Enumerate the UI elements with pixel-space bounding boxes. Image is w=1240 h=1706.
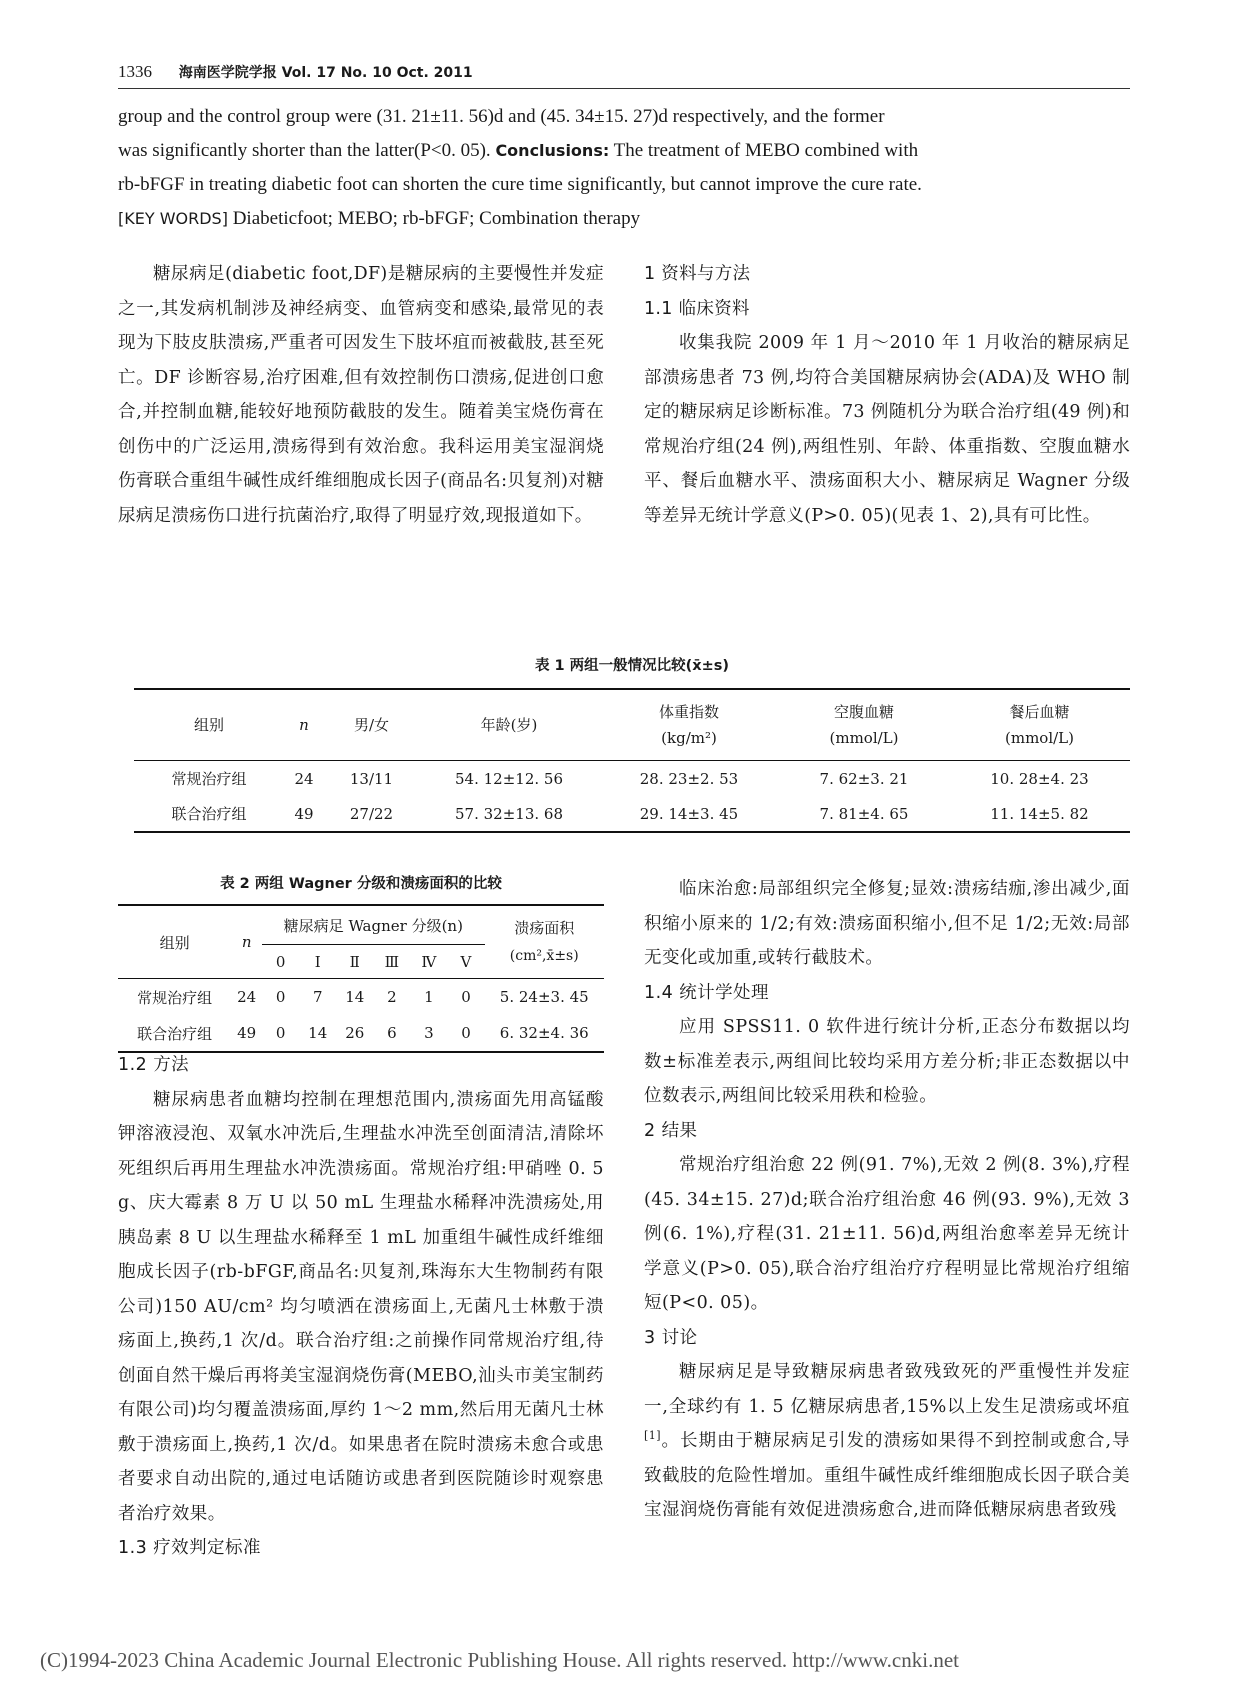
table1-cell: 常规治疗组: [171, 770, 247, 788]
table1-header-unit: (mmol/L): [1005, 729, 1074, 747]
table2-grade: 0: [275, 952, 286, 971]
table-row: [134, 796, 1130, 832]
table1: [134, 688, 1130, 833]
table1-header: [779, 689, 949, 761]
table1-header-text: 餐后血糖: [1009, 703, 1070, 721]
table1-cell: 24: [294, 769, 314, 788]
table1-header: n: [284, 689, 324, 761]
table1-cell: 7. 81±4. 65: [819, 804, 909, 823]
table1-header-row: [134, 689, 1130, 761]
table2-cell: 49: [231, 1015, 262, 1052]
section-heading-1: 1 资料与方法: [644, 264, 751, 284]
abstract-continuation: [118, 100, 1130, 236]
table2-cell: 0: [262, 1015, 299, 1052]
table1-header: [599, 689, 779, 761]
table2-header: 糖尿病足 Wagner 分级(n): [262, 905, 484, 945]
table2-cell: 0: [447, 979, 484, 1016]
table2-grade: Ⅰ: [314, 952, 321, 971]
table2-cell: 6. 32±4. 36: [485, 1015, 605, 1052]
section-heading-3: 3 讨论: [644, 1327, 698, 1348]
table1-cell: 28. 23±2. 53: [639, 769, 739, 788]
table2-header-row: [118, 905, 604, 945]
abstract-line: group and the control group were (31. 21±11. 56)d and (45. 34±15. 27)d respectively, and the former: [118, 106, 885, 127]
table1-header: 组别: [134, 689, 284, 761]
table2-cell: 14: [299, 1015, 336, 1052]
table2-cell: 0: [447, 1015, 484, 1052]
abstract-line: rb-bFGF in treating diabetic foot can shorten the cure time significantly, but cannot improve the cure rate.: [118, 174, 922, 195]
table2: [118, 904, 604, 1053]
table2-cell: 2: [373, 979, 410, 1016]
table1-cell: 11. 14±5. 82: [990, 804, 1089, 823]
results-paragraph: 常规治疗组治愈 22 例(91. 7%),无效 2 例(8. 3%),疗程(45. 34±15. 27)d;联合治疗组治愈 46 例(93. 9%),无效 3 例(6. 1%),疗程(31. 21±11. 56)d,两组治愈率差异无统计学意义(P>0. 05),联合治疗组治疗疗程明显比常规治疗组缩短(P<0. 05)。: [644, 1155, 1130, 1313]
right-column-bottom: [644, 872, 1130, 1528]
table-row: [134, 761, 1130, 797]
keywords-text: Diabeticfoot; MEBO; rb-bFGF; Combination therapy: [227, 208, 641, 229]
table1-cell: 29. 14±3. 45: [639, 804, 739, 823]
discussion-paragraph: [644, 1355, 1130, 1528]
table2-header: n: [231, 905, 262, 979]
table2-cell: 6: [373, 1015, 410, 1052]
section-heading-1-4: 1.4 统计学处理: [644, 982, 769, 1003]
table1-cell: 联合治疗组: [171, 805, 247, 823]
reference-marker: [1]: [644, 1429, 661, 1443]
table2-cell: 7: [299, 979, 336, 1016]
table2-cell: 26: [336, 1015, 373, 1052]
section-heading-2: 2 结果: [644, 1120, 698, 1141]
table2-cell: 常规治疗组: [118, 979, 231, 1016]
table1-caption: 表 1 两组一般情况比较(x̄±s): [534, 658, 730, 674]
table2-grade: Ⅲ: [384, 952, 400, 971]
running-header: [118, 62, 1130, 89]
table2-header: 组别: [118, 905, 231, 979]
discussion-text: 。长期由于糖尿病足引发的溃疡如果得不到控制或愈合,导致截肢的危险性增加。重组牛碱性成纤维细胞成长因子联合美宝湿润烧伤膏能有效促进溃疡愈合,进而降低糖尿病患者致残: [644, 1431, 1130, 1520]
table2-cell: 联合治疗组: [118, 1015, 231, 1052]
table2-header: [485, 905, 605, 979]
table1-cell: 49: [294, 804, 314, 823]
table1-header-text: 体重指数: [658, 703, 719, 721]
statistics-paragraph: 应用 SPSS11. 0 软件进行统计分析,正态分布数据以均数±标准差表示,两组间比较均采用方差分析;非正态数据以中位数表示,两组间比较采用秩和检验。: [644, 1017, 1130, 1106]
clinical-data-paragraph: 收集我院 2009 年 1 月～2010 年 1 月收治的糖尿病足部溃疡患者 73 例,均符合美国糖尿病协会(ADA)及 WHO 制定的糖尿病足诊断标准。73 例随机分为联合治疗组(49 例)和常规治疗组(24 例),两组性别、年龄、体重指数、空腹血糖水平、餐后血糖水平、溃疡面积大小、糖尿病足 Wagner 分级等差异无统计学意义(P>0. 05)(见表 1、2),具有可比性。: [644, 333, 1130, 526]
keywords: [118, 202, 1130, 236]
copyright-footer: (C)1994-2023 China Academic Journal Electronic Publishing House. All rights reserved. http://www.cnki.net: [40, 1648, 959, 1672]
left-column-intro: [118, 257, 604, 533]
table2-header-text: 溃疡面积: [514, 919, 575, 937]
table2-grade: Ⅳ: [421, 952, 437, 971]
table2-grade: Ⅱ: [349, 952, 360, 971]
left-column-methods: [118, 1048, 604, 1566]
discussion-text: 糖尿病足是导致糖尿病患者致残致死的严重慢性并发症一,全球约有 1. 5 亿糖尿病患者,15%以上发生足溃疡或坏疽: [644, 1362, 1130, 1417]
table1-header: 男/女: [324, 689, 419, 761]
table1-header: [949, 689, 1130, 761]
table2-cell: 14: [336, 979, 373, 1016]
section-heading-1-2: 1.2 方法: [118, 1055, 190, 1075]
table1-header-unit: (mmol/L): [829, 729, 899, 747]
abstract-line: [118, 134, 1130, 168]
keywords-label: [KEY WORDS]: [118, 209, 228, 228]
table2-header-unit: (cm²,x̄±s): [509, 948, 579, 964]
table2-grade: Ⅴ: [460, 952, 472, 971]
table1-cell: 27/22: [349, 804, 394, 823]
table2-cell: 1: [410, 979, 447, 1016]
table2-cell: 5. 24±3. 45: [485, 979, 605, 1016]
table2-cell: 24: [231, 979, 262, 1016]
table2-cell: 3: [410, 1015, 447, 1052]
table2-caption: 表 2 两组 Wagner 分级和溃疡面积的比较: [220, 876, 502, 892]
table1-cell: 13/11: [349, 769, 394, 788]
conclusions-label: Conclusions:: [495, 141, 610, 160]
table2-cell: 0: [262, 979, 299, 1016]
table1-cell: 7. 62±3. 21: [819, 769, 909, 788]
criteria-paragraph: 临床治愈:局部组织完全修复;显效:溃疡结痂,渗出减少,面积缩小原来的 1/2;有效:溃疡面积缩小,但不足 1/2;无效:局部无变化或加重,或转行截肢术。: [644, 879, 1130, 968]
table1-cell: 10. 28±4. 23: [990, 769, 1089, 788]
table1-header-unit: (kg/m²): [661, 729, 717, 747]
section-heading-1-1: 1.1 临床资料: [644, 298, 750, 319]
table1-header: 年龄(岁): [419, 689, 599, 761]
intro-paragraph: 糖尿病足(diabetic foot,DF)是糖尿病的主要慢性并发症之一,其发病机制涉及神经病变、血管病变和感染,最常见的表现为下肢皮肤溃疡,严重者可因发生下肢坏疽而被截肢,甚至死亡。DF 诊断容易,治疗困难,但有效控制伤口溃疡,促进创口愈合,并控制血糖,能较好地预防截肢的发生。随着美宝烧伤膏在创伤中的广泛运用,溃疡得到有效治愈。我科运用美宝湿润烧伤膏联合重组牛碱性成纤维细胞成长因子(商品名:贝复剂)对糖尿病足溃疡伤口进行抗菌治疗,取得了明显疗效,现报道如下。: [118, 264, 604, 526]
journal-info: 海南医学院学报 Vol. 17 No. 10 Oct. 2011: [178, 65, 473, 81]
page-number: 1336: [118, 62, 152, 81]
table1-cell: 54. 12±12. 56: [455, 769, 563, 788]
table1-cell: 57. 32±13. 68: [455, 804, 563, 823]
abstract-text: The treatment of MEBO combined with: [609, 140, 919, 161]
abstract-text: was significantly shorter than the latter(P<0. 05).: [118, 140, 496, 161]
table-row: [118, 979, 604, 1016]
table1-header-text: 空腹血糖: [833, 703, 894, 721]
table-row: [118, 1015, 604, 1052]
right-column-top: [644, 257, 1130, 533]
section-heading-1-3: 1.3 疗效判定标准: [118, 1538, 261, 1558]
methods-paragraph: 糖尿病患者血糖均控制在理想范围内,溃疡面先用高锰酸钾溶液浸泡、双氧水冲洗后,生理盐水冲洗至创面清洁,清除坏死组织后再用生理盐水冲洗溃疡面。常规治疗组:甲硝唑 0. 5 g、庆大霉素 8 万 U 以 50 mL 生理盐水稀释冲洗溃疡处,用胰岛素 8 U 以生理盐水稀释至 1 mL 加重组牛碱性成纤维细胞成长因子(rb-bFGF,商品名:贝复剂,珠海东大生物制药有限公司)150 AU/cm² 均匀喷洒在溃疡面上,无菌凡士林敷于溃疡面上,换药,1 次/d。联合治疗组:之前操作同常规治疗组,待创面自然干燥后再将美宝湿润烧伤膏(MEBO,汕头市美宝制药有限公司)均匀覆盖溃疡面,厚约 1～2 mm,然后用无菌凡士林敷于溃疡面上,换药,1 次/d。如果患者在院时溃疡未愈合或患者要求自动出院的,通过电话随访或患者到医院随诊时观察患者治疗效果。: [118, 1089, 604, 1524]
